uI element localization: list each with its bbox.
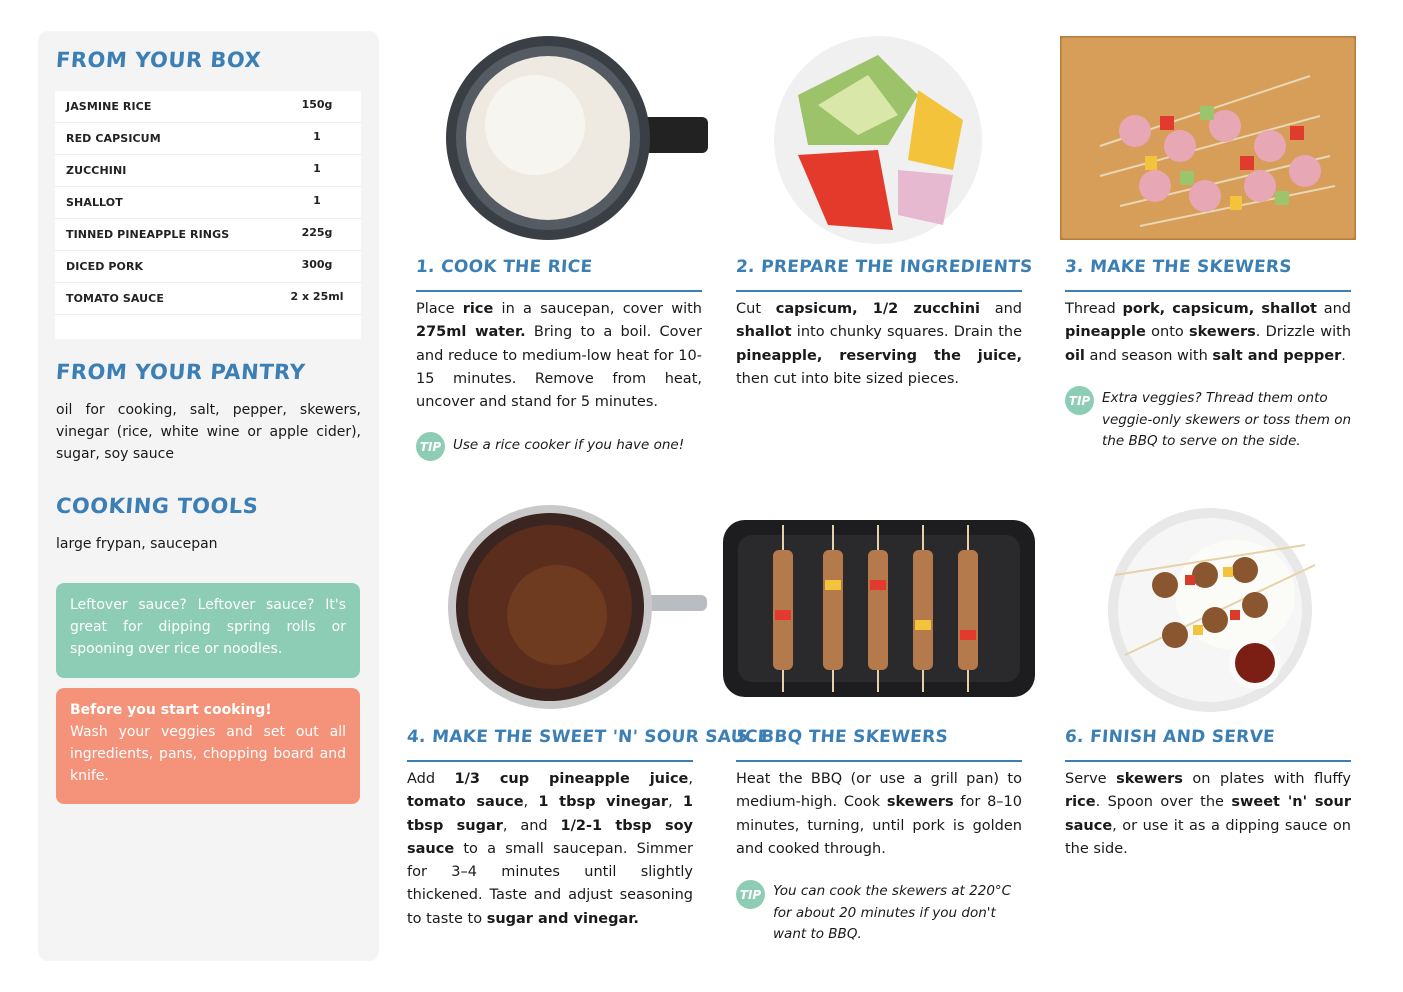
bold-text: skewers — [1116, 771, 1183, 787]
body-text: Heat the BBQ (or use a grill pan) to medium-high. Cook — [736, 771, 1022, 811]
step-3-body — [1065, 298, 1351, 368]
bold-text: sweet 'n' sour sauce — [1065, 794, 1351, 834]
ingredient-name: SHALLOT — [66, 196, 123, 209]
before-cooking-note — [56, 688, 360, 804]
bold-text: 1/2-1 tbsp soy sauce — [407, 817, 694, 857]
ingredient-qty: 1 — [313, 194, 321, 207]
body-text: Thread — [1065, 301, 1123, 317]
ingredient-qty: 225g — [301, 226, 333, 239]
leftover-note: Leftover sauce? Leftover sauce? It's great for dipping spring rolls or spooning over rice or noodles. — [56, 583, 360, 678]
bold-text: skewers — [1189, 324, 1256, 341]
body-text: Serve — [1065, 771, 1117, 787]
step-4-divider — [407, 760, 693, 762]
tools-text: large frypan, saucepan — [56, 536, 218, 552]
body-text: . Spoon over the — [1095, 794, 1232, 811]
step-6-divider — [1065, 760, 1351, 762]
bold-text: 1/3 cup pineapple juice — [454, 771, 689, 787]
body-text: into chunky squares. Drain the — [791, 324, 1022, 341]
bold-text: pineapple, reserving the juice, — [736, 347, 1022, 364]
step-1-divider — [416, 290, 702, 292]
table-row — [55, 91, 361, 123]
body-text: on plates with fluffy — [1182, 771, 1351, 787]
sidebar — [38, 31, 379, 961]
bold-text: rice — [462, 301, 494, 317]
body-text: . — [1341, 347, 1346, 364]
chopped-vegetables-photo — [768, 35, 988, 245]
bold-text: 1 tbsp vinegar — [538, 794, 669, 811]
step-2-body — [736, 298, 1022, 391]
body-text: in a saucepan, cover with — [493, 301, 702, 317]
cooking-tools-heading: COOKING TOOLS — [55, 494, 260, 518]
step-2-title: 2. PREPARE THE INGREDIENTS — [735, 257, 1034, 277]
table-row — [55, 155, 361, 187]
ingredient-name: TOMATO SAUCE — [66, 292, 164, 305]
rice-pot-photo — [445, 35, 710, 245]
table-row — [55, 123, 361, 155]
bold-text: pineapple — [1065, 324, 1146, 341]
ingredient-name: JASMINE RICE — [66, 100, 152, 113]
table-row — [55, 219, 361, 251]
bold-text: capsicum, 1/2 zucchini — [775, 301, 980, 317]
body-text: , or use it as a dipping sauce on the side. — [1065, 817, 1351, 857]
tip-icon: TIP — [736, 880, 765, 909]
body-text: and — [1316, 301, 1352, 317]
ingredient-qty: 150g — [301, 98, 333, 111]
step-5-divider — [736, 760, 1022, 762]
step-3-divider — [1065, 290, 1351, 292]
bold-text: salt and pepper — [1212, 347, 1342, 364]
body-text: Place — [416, 301, 463, 317]
step-3-tip: Extra veggies? Thread them onto veggie-only skewers or toss them on the BBQ to serve on the side. — [1102, 390, 1352, 449]
table-row — [55, 283, 361, 315]
bold-text: rice — [1065, 794, 1096, 811]
body-text: , and — [502, 817, 561, 834]
bold-text: shallot — [736, 324, 792, 341]
step-5-body — [736, 768, 1022, 861]
step-1-title: 1. COOK THE RICE — [415, 257, 594, 277]
ingredient-qty: 2 x 25ml — [290, 290, 344, 303]
ingredient-name: DICED PORK — [66, 260, 144, 273]
bold-text: pork, capsicum, shallot — [1122, 301, 1317, 317]
ingredient-name: ZUCCHINI — [66, 164, 127, 177]
before-cooking-title: Before you start cooking! — [70, 702, 272, 718]
ingredient-qty: 1 — [313, 130, 321, 143]
bbq-grill-photo — [723, 520, 1035, 697]
ingredients-table — [55, 91, 361, 339]
raw-skewers-photo — [1060, 36, 1356, 240]
pantry-text: oil for cooking, salt, pepper, skewers, vinegar (rice, white wine or apple cider), sugar, soy sauce — [56, 402, 361, 462]
bold-text: oil — [1065, 347, 1085, 364]
step-6-title: 6. FINISH AND SERVE — [1064, 727, 1276, 747]
body-text: then cut into bite sized pieces. — [736, 370, 960, 387]
body-text: , — [668, 794, 683, 811]
bold-text: skewers — [886, 794, 954, 811]
bold-text: tomato sauce — [407, 794, 524, 811]
table-row — [55, 187, 361, 219]
body-text: , — [523, 794, 539, 811]
body-text: Bring to a boil. Cover and reduce to medium-low heat for 10-15 minutes. Remove from heat, uncover and stand for 5 minutes. — [416, 324, 702, 411]
from-your-box-heading: FROM YOUR BOX — [55, 48, 263, 72]
from-your-pantry-heading: FROM YOUR PANTRY — [55, 360, 307, 384]
tip-icon: TIP — [1065, 386, 1094, 415]
body-text: for 8–10 minutes, turning, until pork is golden and cooked through. — [736, 794, 1022, 857]
step-5-title: 5. BBQ THE SKEWERS — [735, 727, 949, 747]
body-text: and season with — [1084, 347, 1213, 364]
ingredient-qty: 300g — [301, 258, 333, 271]
tip-icon: TIP — [416, 432, 445, 461]
body-text: onto — [1145, 324, 1190, 341]
step-2-divider — [736, 290, 1022, 292]
table-row — [55, 251, 361, 283]
step-3-title: 3. MAKE THE SKEWERS — [1064, 257, 1293, 277]
body-text: Add — [407, 771, 455, 787]
sauce-pan-photo — [447, 505, 709, 710]
step-6-body — [1065, 768, 1351, 861]
body-text: Cut — [736, 301, 776, 317]
before-cooking-text: Wash your veggies and set out all ingredients, pans, chopping board and knife. — [70, 724, 346, 784]
bold-text: 1 tbsp sugar — [407, 794, 694, 834]
step-5-tip: You can cook the skewers at 220°C for about 20 minutes if you don't want to BBQ. — [773, 883, 1012, 942]
ingredient-name: TINNED PINEAPPLE RINGS — [66, 228, 230, 241]
ingredient-qty: 1 — [313, 162, 321, 175]
ingredient-name: RED CAPSICUM — [66, 132, 161, 145]
body-text: , — [688, 771, 693, 787]
body-text: to a small saucepan. Simmer for 3–4 minutes until slightly thickened. Taste and adjust seasoning to taste to — [407, 840, 693, 927]
bold-text: sugar and vinegar. — [486, 910, 639, 927]
served-plate-photo — [1105, 505, 1315, 715]
step-4-body — [407, 768, 693, 931]
step-4-title: 4. MAKE THE SWEET 'N' SOUR SAUCE — [406, 727, 771, 747]
step-1-tip: Use a rice cooker if you have one! — [453, 437, 685, 453]
body-text: and — [979, 301, 1022, 317]
step-1-body — [416, 298, 702, 414]
body-text: . Drizzle with — [1255, 324, 1352, 341]
bold-text: 275ml water. — [416, 324, 526, 341]
